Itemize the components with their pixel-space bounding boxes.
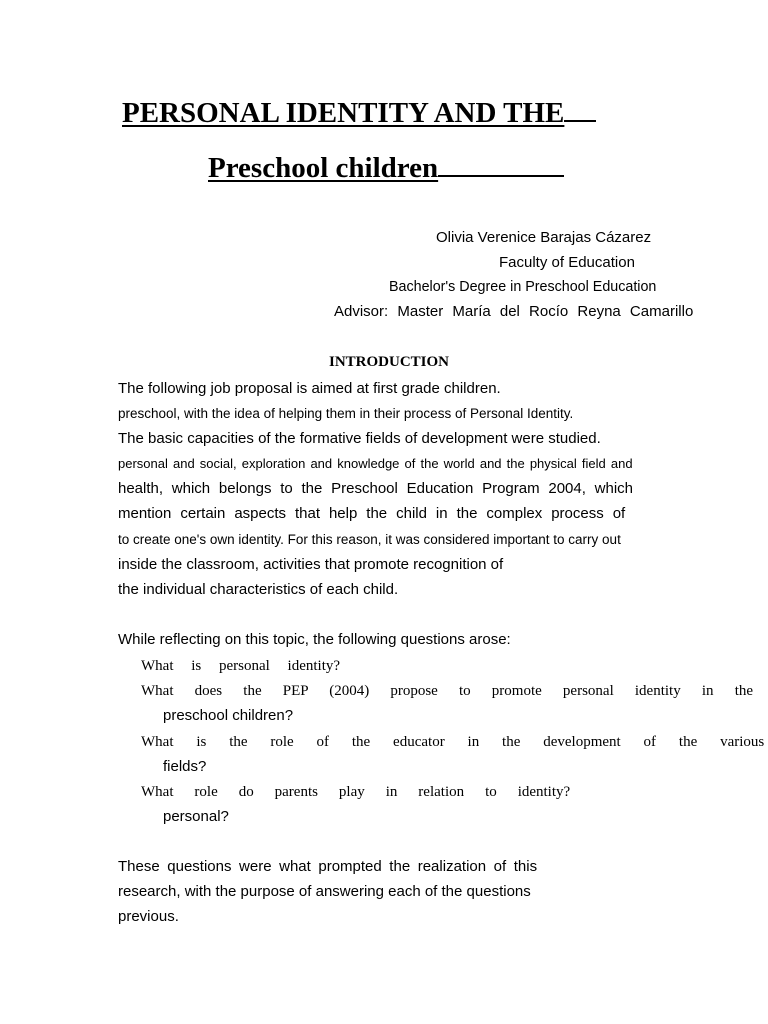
title-line-1-text: PERSONAL IDENTITY AND THE bbox=[122, 97, 565, 129]
intro-line bbox=[118, 455, 663, 473]
title-line-1 bbox=[122, 96, 596, 130]
intro-line: to create one's own identity. For this reason, it was considered important to carry out bbox=[118, 532, 621, 547]
author-advisor: Advisor: Master María del Rocío Reyna Camarillo bbox=[334, 303, 694, 320]
intro-line: The basic capacities of the formative fields of development were studied. bbox=[118, 430, 601, 447]
question-continuation: fields? bbox=[163, 758, 207, 775]
intro-line: health, which belongs to the Preschool Education Program 2004, which bbox=[118, 480, 634, 497]
author-name: Olivia Verenice Barajas Cázarez bbox=[436, 229, 652, 246]
question-item: What is the role of the educator in the development of the various bbox=[141, 734, 765, 750]
question-item: What role do parents play in relation to identity? bbox=[141, 784, 571, 800]
intro-line-text: personal and social, exploration and knowledge of the world and the physical field and bbox=[118, 456, 633, 471]
question-continuation: personal? bbox=[163, 808, 229, 825]
question-item: What does the PEP (2004) propose to promote personal identity in the bbox=[141, 683, 754, 699]
question-continuation: preschool children? bbox=[163, 707, 294, 724]
intro-line: mention certain aspects that help the child in the complex process of bbox=[118, 505, 626, 522]
closing-line: previous. bbox=[118, 908, 179, 925]
title-underline-tail bbox=[564, 119, 596, 122]
title-line-2 bbox=[208, 151, 564, 185]
title-underline-tail-2 bbox=[438, 174, 564, 177]
closing-line: research, with the purpose of answering each of the questions bbox=[118, 883, 531, 900]
intro-line: inside the classroom, activities that promote recognition of bbox=[118, 556, 504, 573]
author-degree: Bachelor's Degree in Preschool Education bbox=[389, 279, 657, 295]
intro-line: The following job proposal is aimed at first grade children. bbox=[118, 380, 501, 397]
introduction-heading: INTRODUCTION bbox=[329, 354, 450, 370]
intro-line: preschool, with the idea of helping them in their process of Personal Identity. bbox=[118, 406, 574, 421]
author-faculty: Faculty of Education bbox=[499, 254, 635, 271]
closing-line: These questions were what prompted the realization of this bbox=[118, 858, 538, 875]
title-line-2-text: Preschool children bbox=[208, 152, 439, 184]
question-item: What is personal identity? bbox=[141, 658, 341, 674]
intro-line: the individual characteristics of each child. bbox=[118, 581, 399, 598]
questions-intro: While reflecting on this topic, the following questions arose: bbox=[118, 631, 511, 648]
